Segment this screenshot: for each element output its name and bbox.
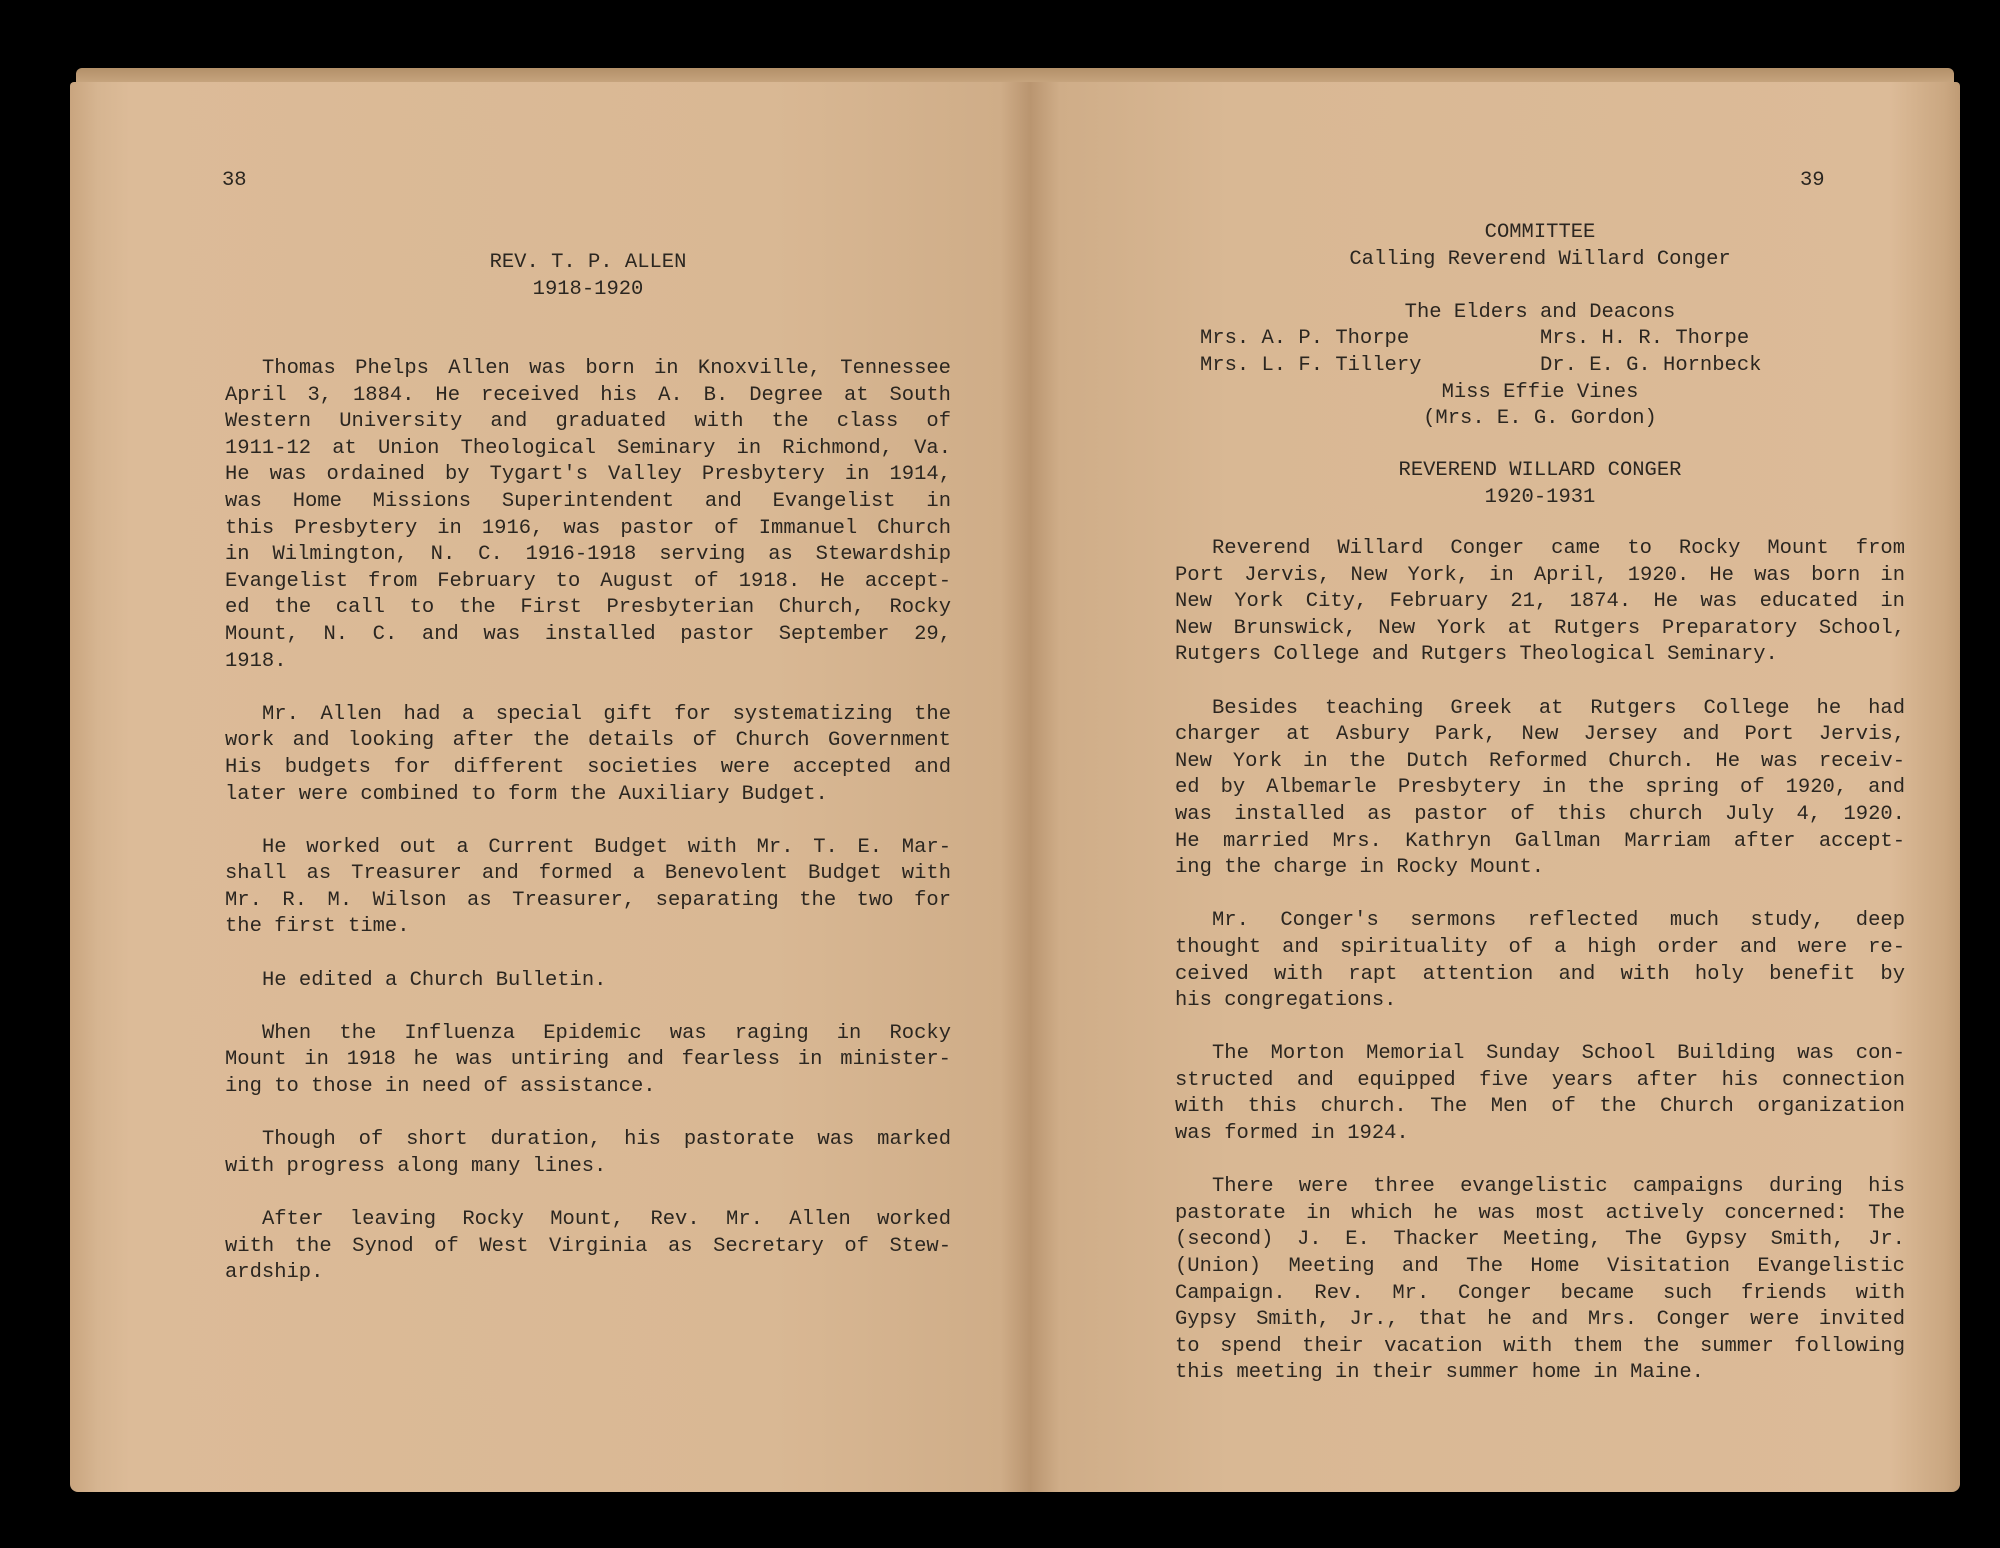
paragraph <box>225 1127 951 1180</box>
paragraph <box>1175 1174 1905 1387</box>
text-line: Evangelist from February to August of 1918. He accept- <box>225 569 951 593</box>
paragraph <box>225 356 951 675</box>
text-line: Mr. R. M. Wilson as Treasurer, separating the two for <box>225 888 951 912</box>
text-line: in Wilmington, N. C. 1916-1918 serving as Stewardship <box>225 543 951 567</box>
text-line: with the Synod of West Virginia as Secretary of Stew- <box>225 1234 951 1258</box>
text-line: New York in the Dutch Reformed Church. He was receiv- <box>1175 749 1905 773</box>
paragraph <box>1175 536 1905 669</box>
text-line: with this church. The Men of the Church organization <box>1175 1095 1905 1119</box>
left-title: REV. T. P. ALLEN <box>489 251 687 274</box>
text-line: Reverend Willard Conger came to Rocky Mount from <box>1212 537 1905 560</box>
committee-section <box>1175 220 1905 433</box>
text-line: Western University and graduated with the class of <box>225 410 951 434</box>
committee-name: Mrs. L. F. Tillery <box>1200 353 1422 377</box>
text-line: was formed in 1924. <box>1175 1122 1409 1146</box>
text-line: After leaving Rocky Mount, Rev. Mr. Allen worked <box>262 1208 951 1231</box>
text-line: Rutgers College and Rutgers Theological Seminary. <box>1175 643 1778 667</box>
text-line: There were three evangelistic campaigns during his <box>1212 1175 1905 1199</box>
text-line: Campaign. Rev. Mr. Conger became such friends with <box>1175 1281 1905 1305</box>
committee-name: Mrs. A. P. Thorpe <box>1200 327 1410 351</box>
right-body-text <box>1175 536 1905 1414</box>
paragraph <box>1175 908 1905 1014</box>
open-book <box>70 68 1960 1508</box>
committee-name: Dr. E. G. Hornbeck <box>1540 353 1762 377</box>
text-line: He worked out a Current Budget with Mr. T. E. Mar- <box>262 835 951 859</box>
committee-name: Mrs. H. R. Thorpe <box>1540 327 1750 351</box>
paragraph <box>225 1021 951 1101</box>
committee-name: (Mrs. E. G. Gordon) <box>1423 407 1657 431</box>
left-page-number: 38 <box>222 169 247 192</box>
committee-names <box>1175 326 1905 379</box>
text-line: charger at Asbury Park, New Jersey and Port Jervis, <box>1175 723 1905 747</box>
text-line: 1911-12 at Union Theological Seminary in Richmond, Va. <box>225 436 951 460</box>
right-title: REVEREND WILLARD CONGER <box>1398 459 1682 482</box>
text-line: later were combined to form the Auxiliary Budget. <box>225 782 828 806</box>
text-line: ing to those in need of assistance. <box>225 1075 656 1099</box>
text-line: Gypsy Smith, Jr., that he and Mrs. Conger were invited <box>1175 1308 1905 1332</box>
text-line: Mr. Allen had a special gift for systematizing the <box>262 702 951 726</box>
text-line: Thomas Phelps Allen was born in Knoxville, Tennessee <box>262 357 951 380</box>
text-line: April 3, 1884. He received his A. B. Degree at South <box>225 383 951 407</box>
text-line: thought and spirituality of a high order and were re- <box>1175 935 1905 959</box>
text-line: the first time. <box>225 915 410 939</box>
text-line: New York City, February 21, 1874. He was educated in <box>1175 590 1905 614</box>
committee-title: COMMITTEE <box>1484 221 1596 244</box>
text-line: ing the charge in Rocky Mount. <box>1175 856 1545 880</box>
text-line: shall as Treasurer and formed a Benevolent Budget with <box>225 862 951 886</box>
right-page <box>1030 82 1960 1492</box>
text-line: 1918. <box>225 649 287 673</box>
paragraph <box>1175 1041 1905 1147</box>
text-line: He married Mrs. Kathryn Gallman Marriam after accept- <box>1175 829 1905 853</box>
text-line: Though of short duration, his pastorate was marked <box>262 1128 951 1152</box>
paragraph <box>225 968 951 995</box>
right-dates: 1920-1931 <box>1484 485 1596 509</box>
text-line: ardship. <box>225 1261 324 1285</box>
text-line: Besides teaching Greek at Rutgers College he had <box>1212 696 1905 720</box>
text-line: with progress along many lines. <box>225 1154 607 1178</box>
text-line: pastorate in which he was most actively concerned: The <box>1175 1201 1905 1225</box>
left-dates: 1918-1920 <box>532 277 644 301</box>
text-line: ed by Albemarle Presbytery in the spring of 1920, and <box>1175 776 1905 800</box>
right-heading <box>1175 458 1905 511</box>
text-line: ceived with rapt attention and with holy benefit by <box>1175 962 1905 986</box>
text-line: this meeting in their summer home in Maine. <box>1175 1361 1704 1385</box>
text-line: The Morton Memorial Sunday School Building was con- <box>1212 1042 1905 1066</box>
text-line: He was ordained by Tygart's Valley Presbytery in 1914, <box>225 463 951 487</box>
paragraph <box>225 1207 951 1287</box>
text-line: to spend their vacation with them the summer following <box>1175 1334 1905 1358</box>
text-line: ed the call to the First Presbyterian Church, Rocky <box>225 596 951 620</box>
left-body-text <box>225 356 951 1313</box>
committee-subtitle: Calling Reverend Willard Conger <box>1349 247 1731 271</box>
paragraph <box>1175 696 1905 882</box>
elders-heading: The Elders and Deacons <box>1404 300 1676 324</box>
text-line: was installed as pastor of this church July 4, 1920. <box>1175 802 1905 826</box>
text-line: When the Influenza Epidemic was raging in Rocky <box>262 1021 951 1045</box>
text-line: (Union) Meeting and The Home Visitation Evangelistic <box>1175 1255 1905 1279</box>
left-page <box>70 82 1030 1492</box>
text-line: Mr. Conger's sermons reflected much study, deep <box>1212 909 1905 933</box>
paragraph <box>225 835 951 941</box>
paragraph <box>225 702 951 808</box>
committee-name: Miss Effie Vines <box>1441 380 1639 404</box>
text-line: structed and equipped five years after his connection <box>1175 1068 1905 1092</box>
text-line: New Brunswick, New York at Rutgers Preparatory School, <box>1175 616 1905 640</box>
text-line: Mount in 1918 he was untiring and fearless in minister- <box>225 1048 951 1072</box>
left-heading <box>225 250 951 303</box>
text-line: this Presbytery in 1916, was pastor of Immanuel Church <box>225 516 951 540</box>
text-line: Port Jervis, New York, in April, 1920. He was born in <box>1175 563 1905 587</box>
text-line: work and looking after the details of Church Government <box>225 729 951 753</box>
text-line: His budgets for different societies were accepted and <box>225 755 951 779</box>
right-page-number: 39 <box>1800 169 1825 192</box>
text-line: his congregations. <box>1175 989 1397 1013</box>
text-line: was Home Missions Superintendent and Evangelist in <box>225 489 951 513</box>
text-line: Mount, N. C. and was installed pastor September 29, <box>225 622 951 646</box>
text-line: (second) J. E. Thacker Meeting, The Gypsy Smith, Jr. <box>1175 1228 1905 1252</box>
text-line: He edited a Church Bulletin. <box>262 968 607 992</box>
